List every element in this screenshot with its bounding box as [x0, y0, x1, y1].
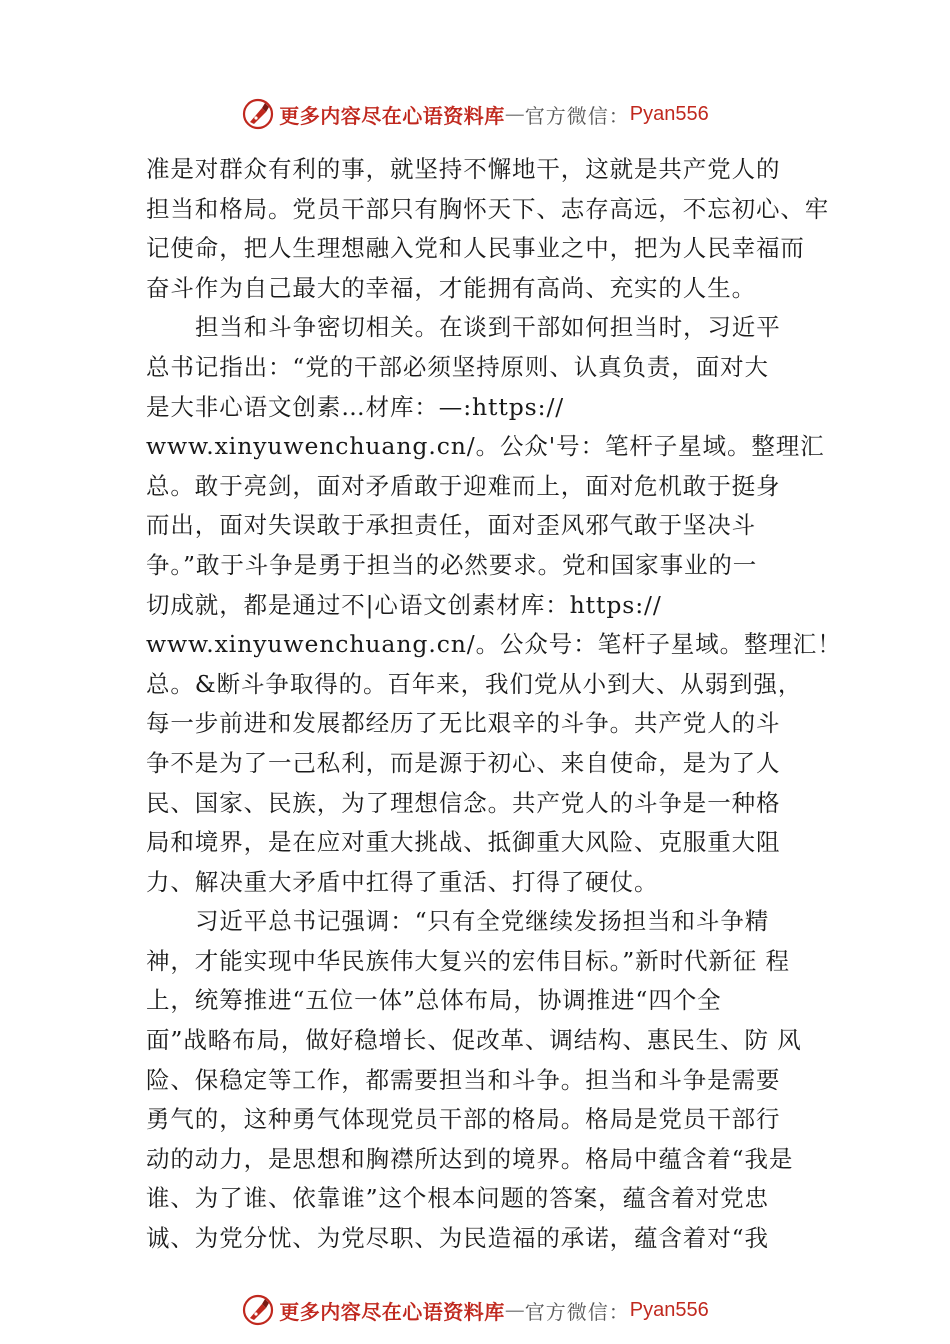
text-line: 准是对群众有利的事，就坚持不懈地干，这就是共产党人的 [146, 155, 781, 183]
text-line: 险、保稳定等工作，都需要担当和斗争。担当和斗争是需要 [146, 1065, 781, 1094]
wechat-label: 官方微信： [524, 103, 630, 128]
text-line: 奋斗作为自己最大的幸福，才能拥有高尚、充实的人生。 [146, 273, 756, 302]
brand-text: 更多内容尽在心语资料库 [279, 1299, 505, 1324]
text-line: 动的动力，是思想和胸襟所达到的境界。格局中蕴含着“我是 [146, 1144, 794, 1173]
text-line: 总。敢于亮剑，面对矛盾敢于迎难而上，面对危机敢于挺身 [146, 471, 781, 500]
pen-nib-logo-icon [241, 1293, 275, 1327]
header-banner [0, 94, 950, 134]
text-line: 争不是为了一己私利，而是源于初心、来自使命，是为了人 [146, 748, 781, 777]
paragraph-start-line: 担当和斗争密切相关。在谈到干部如何担当时，习近平 [195, 313, 781, 342]
text-line: 局和境界，是在应对重大挑战、抵御重大风险、克服重大阻 [146, 828, 781, 857]
text-line: 力、解决重大矛盾中扛得了重活、打得了硬仗。 [146, 867, 659, 896]
text-line: www.xinyuwenchuang.cn/。公众号：笔杆子星域。整理汇！ [146, 630, 842, 659]
text-line: 上，统筹推进“五位一体”总体布局，协调推进“四个全 [146, 986, 722, 1015]
footer-banner [0, 1290, 950, 1330]
text-line: 是大非心语文创素…材库：—:https:// [146, 392, 565, 421]
wechat-id: Pyan556 [629, 102, 709, 125]
text-line: 面”战略布局，做好稳增长、促改革、调结构、惠民生、防 风 [146, 1026, 802, 1055]
text-line: 切成就，都是通过不|心语文创素材库：https:// [146, 590, 662, 619]
text-line: 民、国家、民族，为了理想信念。共产党人的斗争是一种格 [146, 788, 781, 817]
text-line: 而出，面对失误敢于承担责任，面对歪风邪气敢于坚决斗 [146, 511, 756, 540]
wechat-id: Pyan556 [629, 1298, 709, 1321]
text-line: www.xinyuwenchuang.cn/。公众'号：笔杆子星域。整理汇 [146, 432, 825, 461]
wechat-label: 官方微信： [524, 1299, 630, 1324]
paragraph-start-line: 习近平总书记强调：“只有全党继续发扬担当和斗争精 [195, 907, 770, 936]
banner-separator: — [504, 1298, 525, 1322]
text-line: 勇气的，这种勇气体现党员干部的格局。格局是党员干部行 [146, 1105, 781, 1134]
text-line: 神，才能实现中华民族伟大复兴的宏伟目标。”新时代新征 程 [146, 946, 790, 975]
pen-nib-logo-icon [241, 97, 275, 131]
text-line: 总书记指出：“党的干部必须坚持原则、认真负责，面对大 [146, 352, 769, 381]
text-line: 每一步前进和发展都经历了无比艰辛的斗争。共产党人的斗 [146, 709, 781, 738]
text-line: 总。&断斗争取得的。百年来，我们党从小到大、从弱到强， [146, 669, 803, 698]
text-line: 担当和格局。党员干部只有胸怀天下、志存高远，不忘初心、牢 [146, 194, 830, 223]
text-line: 诚、为党分忧、为党尽职、为民造福的承诺，蕴含着对“我 [146, 1224, 769, 1253]
text-line: 谁、为了谁、依靠谁”这个根本问题的答案，蕴含着对党忠 [146, 1184, 769, 1213]
banner-separator: — [504, 102, 525, 126]
brand-text: 更多内容尽在心语资料库 [279, 103, 505, 128]
document-body [146, 150, 842, 1259]
text-line: 争。”敢于斗争是勇于担当的必然要求。党和国家事业的一 [146, 550, 758, 579]
text-line: 记使命，把人生理想融入党和人民事业之中，把为人民幸福而 [146, 234, 805, 263]
